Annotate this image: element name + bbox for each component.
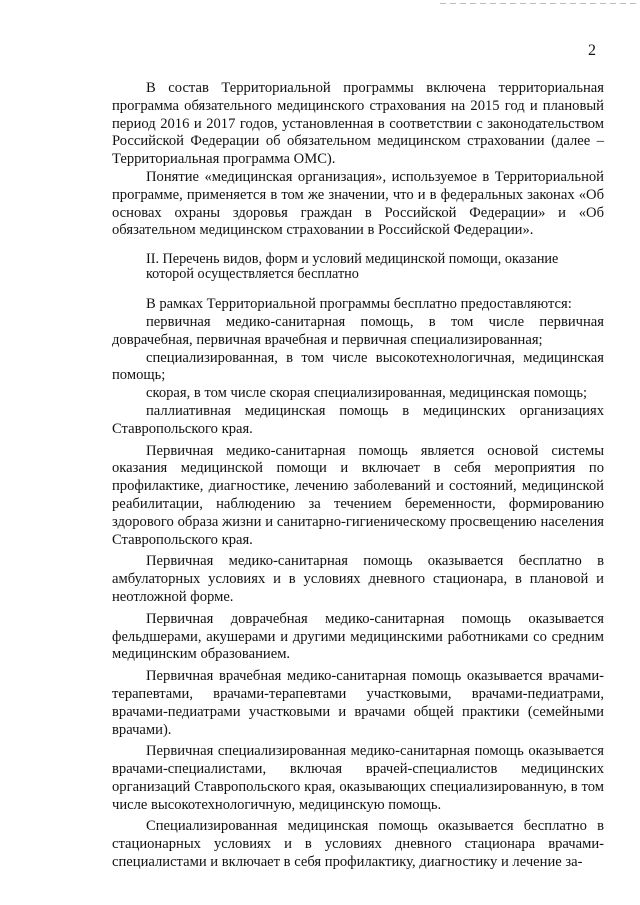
paragraph: Специализированная медицинская помощь оказывается бесплатно в стационарных условиях и в условиях дневного стационара врачами-специалистами и включает в себя профилактику, диагностику и лечение за- bbox=[112, 818, 604, 871]
paragraph: Первичная медико-санитарная помощь оказывается бесплатно в амбулаторных условиях и в условиях дневного стационара, в плановой и неотложной форме. bbox=[112, 553, 604, 605]
document-body bbox=[112, 80, 604, 872]
paragraph: Первичная медико-санитарная помощь является основой системы оказания медицинской помощи и включает в себя мероприятия по профилактике, диагностике, лечению заболеваний и состояний, медицинской реабилитации, наблюдению за течением беременности, формированию здорового образа жизни и санитарно-гигиеническому просвещению населения Ставропольского края. bbox=[112, 442, 604, 548]
list-intro: В рамках Территориальной программы бесплатно предоставляются: bbox=[146, 296, 572, 313]
paragraph: В состав Территориальной программы включена территориальная программа обязательного медицинского страхования на 2015 год и плановый период 2016 и 2017 годов, установленная в соответствии с законодательством Российской Федерации об обязательном медицинском страховании (далее – Территориальная программа ОМС). bbox=[112, 80, 604, 168]
paragraph: Первичная специализированная медико-санитарная помощь оказывается врачами-специалистами, включая врачей-специалистов медицинских организаций Ставропольского края, оказывающих специализированную, в том числе высокотехнологичную, медицинскую помощь. bbox=[112, 743, 604, 813]
list-item: специализированная, в том числе высокотехнологичная, медицинская помощь; bbox=[112, 349, 604, 384]
list-item: первичная медико-санитарная помощь, в том числе первичная доврачебная, первичная врачебная и первичная специализированная; bbox=[112, 313, 604, 348]
list-item: паллиативная медицинская помощь в медицинских организациях Ставропольского края. bbox=[112, 402, 604, 437]
paragraph: Первичная врачебная медико-санитарная помощь оказывается врачами-терапевтами, врачами-терапевтами участковыми, врачами-педиатрами, врачами-педиатрами участковыми и врачами общей практики (семейными врачами). bbox=[112, 668, 604, 738]
section-heading: II. Перечень видов, форм и условий медицинской помощи, оказание которой осуществляется бесплатно bbox=[146, 251, 559, 283]
scan-edge-mark bbox=[440, 3, 640, 4]
paragraph: Понятие «медицинская организация», используемое в Территориальной программе, применяется в том же значении, что и в федеральных законах «Об основах охраны здоровья граждан в Российской Федерации» и «Об обязательном медицинском страховании в Российской Федерации». bbox=[112, 168, 604, 239]
paragraph: Первичная доврачебная медико-санитарная помощь оказывается фельдшерами, акушерами и другими медицинскими работниками со средним медицинским образованием. bbox=[112, 610, 604, 663]
page-number: 2 bbox=[588, 42, 596, 59]
list-item: скорая, в том числе скорая специализированная, медицинская помощь; bbox=[146, 385, 588, 402]
